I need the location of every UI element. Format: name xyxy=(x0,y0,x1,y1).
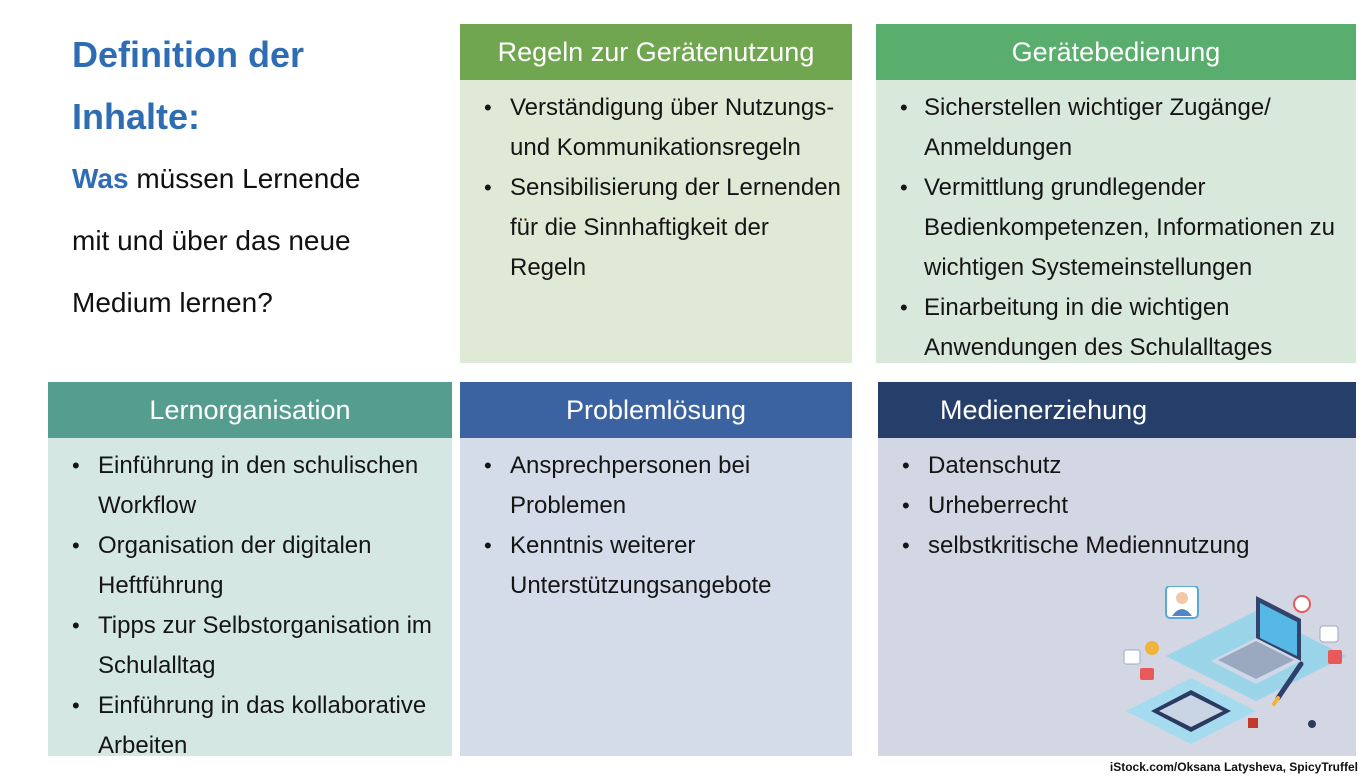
emoji-icon xyxy=(1145,641,1159,655)
card-regeln-body xyxy=(460,80,852,363)
list-item xyxy=(460,446,852,526)
list-item-text: Einarbeitung in die wichtigen Anwendungen des Schulalltages xyxy=(924,294,1273,361)
list-item-text: Sensibilisierung der Lernenden für die Sinnhaftigkeit der Regeln xyxy=(510,174,841,281)
list-item-text: Ansprechpersonen bei Problemen xyxy=(510,452,751,519)
list-item xyxy=(878,486,1356,526)
list-item-text: Datenschutz xyxy=(928,452,1062,479)
bullet: • xyxy=(484,533,492,558)
card-medien-list xyxy=(878,438,1356,566)
chat-icon xyxy=(1124,650,1140,664)
list-item xyxy=(48,446,452,526)
bullet: • xyxy=(902,533,910,558)
bullet: • xyxy=(900,95,908,120)
list-item xyxy=(48,606,452,686)
avatar-icon xyxy=(1166,586,1198,618)
bullet: • xyxy=(484,453,492,478)
list-item-text: Einführung in den schulischen Workflow xyxy=(98,452,419,519)
card-problem xyxy=(460,382,852,756)
list-item xyxy=(460,168,852,288)
intro-question-line2: mit und über das neue xyxy=(72,225,351,256)
list-item xyxy=(876,288,1356,368)
intro-title xyxy=(72,24,452,148)
card-regeln xyxy=(460,24,852,363)
intro-question-highlight: Was xyxy=(72,163,129,194)
list-item xyxy=(876,88,1356,168)
intro-block xyxy=(72,24,452,334)
list-item xyxy=(48,526,452,606)
bullet: • xyxy=(72,453,80,478)
card-regeln-title: Regeln zur Gerätenutzung xyxy=(460,24,852,80)
image-credit: iStock.com/Oksana Latysheva, SpicyTruffel xyxy=(1109,760,1358,774)
bullet: • xyxy=(72,693,80,718)
intro-title-line1: Definition der xyxy=(72,34,304,75)
list-item-text: selbstkritische Mediennutzung xyxy=(928,532,1250,559)
bullet: • xyxy=(72,533,80,558)
card-geraete-body xyxy=(876,80,1356,363)
card-medien-body xyxy=(878,438,1356,756)
cube-icon xyxy=(1248,718,1258,728)
intro-question xyxy=(72,148,452,334)
message-icon xyxy=(1320,626,1338,642)
list-item-text: Urheberrecht xyxy=(928,492,1069,519)
card-lernorg-body xyxy=(48,438,452,759)
card-problem-body xyxy=(460,438,852,756)
card-problem-list xyxy=(460,438,852,606)
list-item xyxy=(460,526,852,606)
heart-icon xyxy=(1328,650,1342,664)
list-item xyxy=(460,88,852,168)
list-item-text: Einführung in das kollaborative Arbeiten xyxy=(98,692,427,759)
intro-title-line2: Inhalte: xyxy=(72,96,201,137)
list-item-text: Organisation der digitalen Heftführung xyxy=(98,532,372,599)
card-medien-title: Medienerziehung xyxy=(878,382,1356,438)
card-geraete-list xyxy=(876,80,1356,368)
card-lernorg xyxy=(48,382,452,759)
card-medien xyxy=(878,382,1356,756)
card-problem-title: Problemlösung xyxy=(460,382,852,438)
intro-question-line1: müssen Lernende xyxy=(128,163,361,194)
bullet: • xyxy=(484,95,492,120)
list-item xyxy=(876,168,1356,288)
bullet: • xyxy=(484,175,492,200)
list-item-text: Vermittlung grundlegender Bedienkompetenzen, Informationen zu wichtigen Systemeinstellungen xyxy=(924,174,1335,281)
card-regeln-list xyxy=(460,80,852,288)
video-icon xyxy=(1140,668,1154,680)
bullet: • xyxy=(72,613,80,638)
list-item-text: Tipps zur Selbstorganisation im Schulalltag xyxy=(98,612,432,679)
intro-question-line3: Medium lernen? xyxy=(72,287,273,318)
bullet: • xyxy=(900,175,908,200)
list-item xyxy=(48,686,452,766)
dot-icon xyxy=(1308,720,1316,728)
list-item-text: Kenntnis weiterer Unterstützungsangebote xyxy=(510,532,772,599)
list-item-text: Verständigung über Nutzungs- und Kommunikationsregeln xyxy=(510,94,835,161)
card-lernorg-title: Lernorganisation xyxy=(48,382,452,438)
bullet: • xyxy=(902,453,910,478)
card-lernorg-list xyxy=(48,438,452,766)
notification-icon xyxy=(1294,596,1310,612)
card-geraete xyxy=(876,24,1356,363)
list-item-text: Sicherstellen wichtiger Zugänge/ Anmeldungen xyxy=(924,94,1271,161)
list-item xyxy=(878,526,1356,566)
devices-illustration xyxy=(1106,586,1356,756)
bullet: • xyxy=(900,295,908,320)
card-geraete-title: Gerätebedienung xyxy=(876,24,1356,80)
list-item xyxy=(878,446,1356,486)
bullet: • xyxy=(902,493,910,518)
